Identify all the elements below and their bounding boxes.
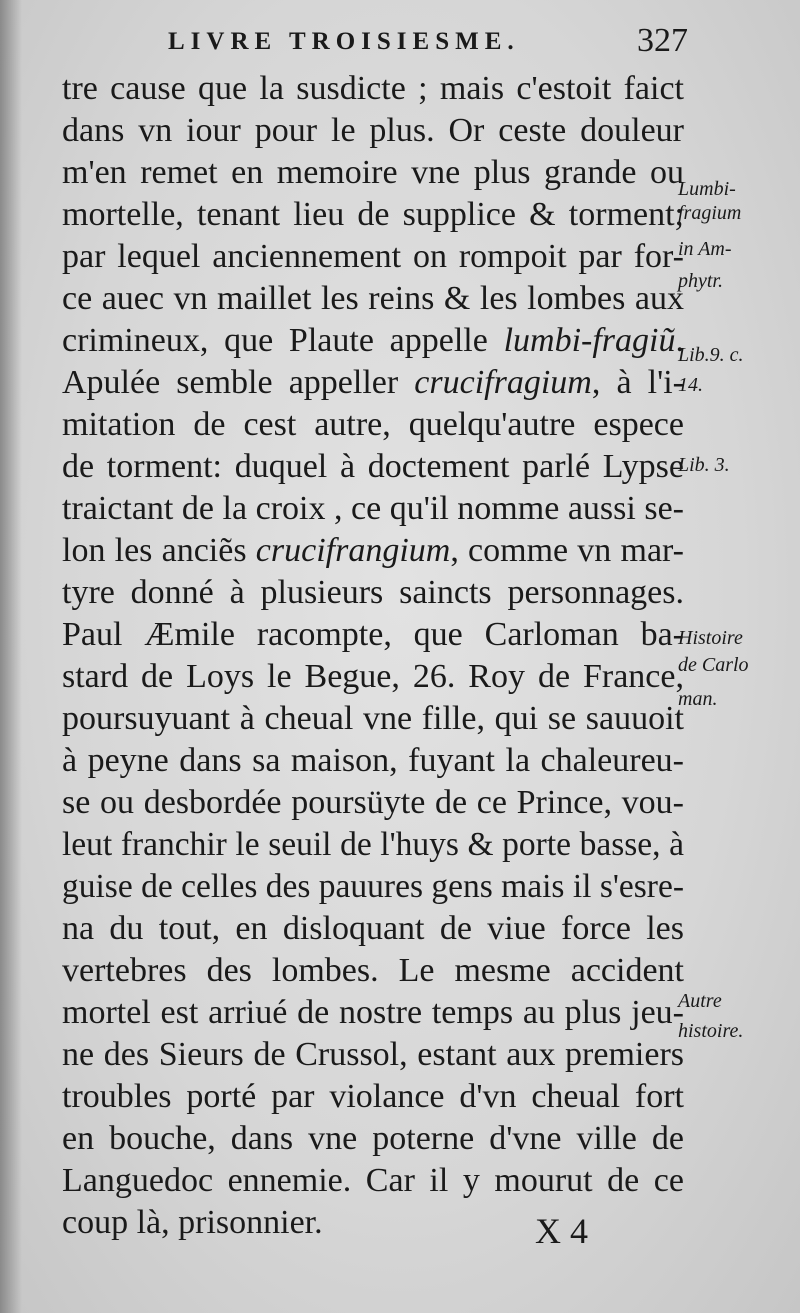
- text-line: ne des Sieurs de Crussol, estant aux premiers: [62, 1036, 684, 1073]
- text-line: par lequel anciennement on rompoit par for-: [62, 238, 684, 275]
- margin-note: histoire.: [678, 1020, 744, 1042]
- margin-note: in Am-: [678, 238, 732, 260]
- text-line: en bouche, dans vne poterne d'vne ville de: [62, 1120, 684, 1157]
- text-line: mortel est arriué de nostre temps au plus jeu-: [62, 994, 684, 1031]
- text-line: troubles porté par violance d'vn cheual fort: [62, 1078, 684, 1115]
- text-line: na du tout, en disloquant de viue force les: [62, 910, 684, 947]
- margin-note: man.: [678, 688, 718, 710]
- text-line: Apulée semble appeller crucifragium, à l'i-: [62, 364, 684, 401]
- text-line: lon les anciẽs crucifrangium, comme vn mar-: [62, 532, 685, 569]
- signature-mark: X 4: [535, 1211, 588, 1251]
- text-line: crimineux, que Plaute appelle lumbi-fragiũ.: [62, 322, 684, 359]
- gutter-shadow: [0, 0, 22, 1313]
- margin-notes: [678, 0, 800, 1313]
- text-line: mitation de cest autre, quelqu'autre espece: [62, 406, 684, 443]
- margin-note: Lib. 3.: [678, 454, 730, 476]
- page-number: 327: [637, 22, 688, 59]
- text-line: tre cause que la susdicte ; mais c'estoit faict: [62, 70, 684, 107]
- text-line: se ou desbordée poursüyte de ce Prince, vou-: [62, 784, 684, 821]
- text-line: ce auec vn maillet les reins & les lombes aux: [62, 280, 684, 317]
- text-line: mortelle, tenant lieu de supplice & torment;: [62, 196, 684, 233]
- text-line: leut franchir le seuil de l'huys & porte basse, à: [62, 826, 684, 863]
- text-line: tyre donné à plusieurs saincts personnages.: [62, 574, 684, 611]
- text-line: dans vn iour pour le plus. Or ceste douleur: [62, 112, 684, 149]
- margin-note: fragium: [678, 202, 742, 224]
- margin-note: de Carlo: [678, 654, 749, 676]
- text-line: Languedoc ennemie. Car il y mourut de ce: [62, 1162, 684, 1199]
- text-line: à peyne dans sa maison, fuyant la chaleureu-: [62, 742, 684, 779]
- text-line: vertebres des lombes. Le mesme accident: [62, 952, 684, 989]
- text-line: m'en remet en memoire vne plus grande ou: [62, 154, 684, 191]
- margin-note: Lumbi-: [678, 178, 736, 200]
- margin-note: Autre: [678, 990, 722, 1012]
- margin-note: phytr.: [678, 270, 723, 292]
- margin-note: Lib.9. c.: [678, 344, 744, 366]
- text-line: traictant de la croix , ce qu'il nomme aussi se-: [62, 490, 684, 527]
- margin-note: 14.: [678, 374, 703, 396]
- text-line: poursuyuant à cheual vne fille, qui se sauuoit: [62, 700, 684, 737]
- text-line: de torment: duquel à doctement parlé Lypse: [62, 448, 684, 485]
- margin-note: Histoire: [678, 627, 743, 649]
- text-line: coup là, prisonnier.: [62, 1204, 323, 1241]
- text-line: Paul Æmile racompte, que Carloman ba-: [62, 616, 684, 653]
- page-header: [168, 22, 688, 62]
- text-line: stard de Loys le Begue, 26. Roy de France,: [62, 658, 684, 695]
- running-head: LIVRE TROISIESME.: [168, 28, 520, 55]
- text-line: guise de celles des pauures gens mais il s'esre-: [62, 868, 684, 905]
